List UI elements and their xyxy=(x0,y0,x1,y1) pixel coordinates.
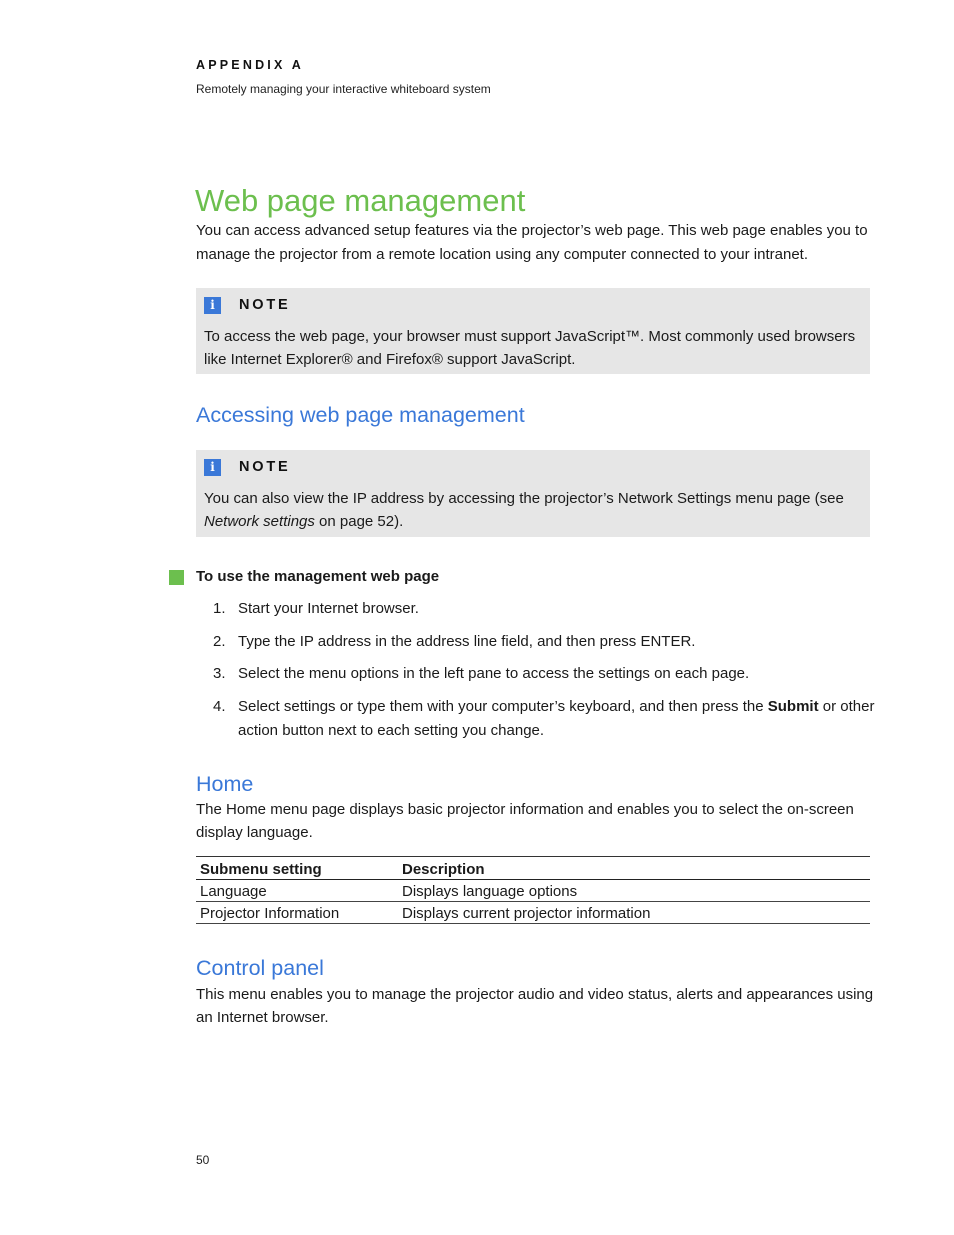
table-cell: Displays current projector information xyxy=(398,902,870,924)
note-header xyxy=(204,457,290,477)
note-header xyxy=(204,295,290,315)
page-number: 50 xyxy=(196,1153,210,1167)
appendix-label: APPENDIX A xyxy=(196,58,304,72)
step-number: 3. xyxy=(213,665,226,682)
list-item xyxy=(196,695,876,743)
note-text-before: You can also view the IP address by accessing the projector’s Network Settings menu page (see xyxy=(204,490,844,507)
procedure-title: To use the management web page xyxy=(196,568,440,585)
step-text: Start your Internet browser. xyxy=(238,600,419,617)
step-text: Select the menu options in the left pane to access the settings on each page. xyxy=(238,665,750,682)
info-icon: i xyxy=(204,297,221,314)
table-row xyxy=(196,902,870,924)
step-number: 4. xyxy=(213,697,226,715)
table-cell: Language xyxy=(196,880,398,902)
submit-term: Submit xyxy=(767,697,819,715)
table-row xyxy=(196,880,870,902)
note-label: NOTE xyxy=(239,297,291,313)
list-item xyxy=(196,662,876,686)
note-box xyxy=(196,288,870,374)
steps-list xyxy=(196,597,876,751)
note-box xyxy=(196,450,870,537)
control-panel-paragraph: This menu enables you to manage the projector audio and video status, alerts and appearances using an Internet browser. xyxy=(196,986,874,1026)
submenu-table xyxy=(196,856,870,924)
section-heading-accessing: Accessing web page management xyxy=(196,403,525,427)
column-header: Description xyxy=(398,857,870,880)
list-item xyxy=(196,630,876,654)
note-text xyxy=(204,487,864,533)
note-text-after: on page 52). xyxy=(314,513,404,530)
step-number: 2. xyxy=(213,632,226,650)
list-item xyxy=(196,597,876,621)
table-header-row xyxy=(196,857,870,880)
page-title: Web page management xyxy=(195,183,526,218)
table-cell: Projector Information xyxy=(196,902,398,924)
section-heading-control-panel: Control panel xyxy=(196,956,324,980)
column-header: Submenu setting xyxy=(196,857,398,880)
procedure-square-icon xyxy=(169,570,184,585)
note-text: To access the web page, your browser must support JavaScript™. Most commonly used browsers like Internet Explorer® and Firefox® support JavaScript. xyxy=(204,328,856,368)
intro-paragraph: You can access advanced setup features via the projector’s web page. This web page enables you to manage the projector from a remote location using any computer connected to your intranet. xyxy=(196,222,868,263)
step-number: 1. xyxy=(213,600,226,617)
table-cell: Displays language options xyxy=(398,880,870,902)
info-icon: i xyxy=(204,459,221,476)
note-label: NOTE xyxy=(239,459,291,475)
home-paragraph: The Home menu page displays basic projector information and enables you to select the on-screen display language. xyxy=(196,801,854,841)
chapter-subtitle: Remotely managing your interactive whiteboard system xyxy=(196,82,491,96)
network-settings-reference: Network settings xyxy=(204,513,315,530)
section-heading-home: Home xyxy=(196,772,254,796)
step-text-after: or other action button next to each setting you change. xyxy=(238,697,875,739)
step-text-before: Select settings or type them with your computer’s keyboard, and then press the xyxy=(238,697,768,715)
step-text: Type the IP address in the address line field, and then press ENTER. xyxy=(238,632,696,650)
